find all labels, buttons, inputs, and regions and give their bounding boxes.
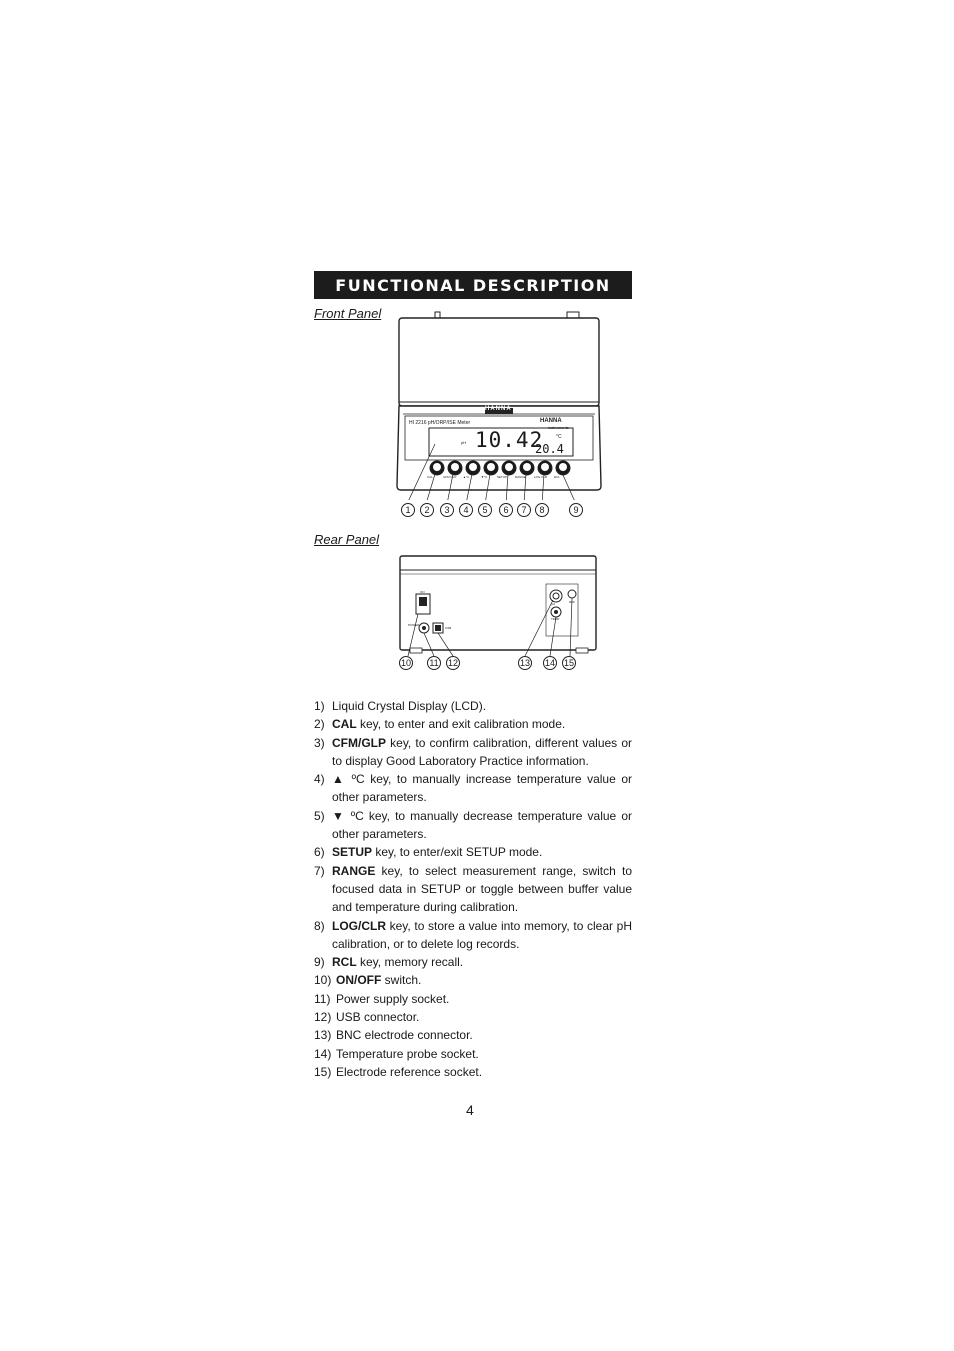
- lcd-main-reading: 10.42: [475, 428, 544, 452]
- callout-12: 12: [447, 658, 458, 668]
- front-panel-label: Front Panel: [314, 306, 382, 321]
- rear-panel-label: Rear Panel: [314, 532, 380, 547]
- callout-1: 1: [401, 503, 415, 517]
- key-up-label: ▲°C: [463, 475, 470, 479]
- list-item: 4) ▲ ºC key, to manually increase temperature value or other parameters.: [314, 772, 632, 805]
- list-item: 10) ON/OFF switch.: [314, 973, 422, 988]
- callout-2: 2: [420, 503, 434, 517]
- key-setup-label: SETUP: [497, 475, 508, 479]
- callout-9: 9: [569, 503, 583, 517]
- callout-11: 11: [427, 656, 441, 670]
- model-label: HI 2216 pH/ORP/ISE Meter: [409, 420, 471, 426]
- power-label: POWER: [408, 623, 420, 627]
- callout-6: 6: [499, 503, 513, 517]
- list-item: 13) BNC electrode connector.: [314, 1028, 473, 1043]
- lcd-temp-reading: 20.4: [535, 442, 564, 456]
- ph-label: pH: [551, 602, 555, 606]
- description-list: [314, 697, 632, 1081]
- section-title: FUNCTIONAL DESCRIPTION: [314, 271, 632, 299]
- list-item: 15) Electrode reference socket.: [314, 1064, 483, 1079]
- lcd-ph-label: pH: [461, 440, 467, 445]
- list-item: 14) Temperature probe socket.: [314, 1046, 479, 1061]
- lcd-temp-unit: °C: [556, 434, 562, 440]
- callout-15: 15: [563, 658, 574, 668]
- callout-5: 5: [478, 503, 492, 517]
- list-item: 6) SETUP key, to enter/exit SETUP mode.: [314, 845, 543, 860]
- rear-panel-illustration: [396, 552, 606, 662]
- list-item: 9) RCL key, memory recall.: [314, 955, 464, 970]
- brand-sub: instruments: [548, 425, 569, 430]
- key-range-label: RANGE: [515, 475, 526, 479]
- page-number: 4: [466, 1102, 474, 1118]
- callout-4: 4: [459, 503, 473, 517]
- list-item: 11) Power supply socket.: [314, 991, 450, 1006]
- key-rcl-label: RCL: [554, 475, 561, 479]
- brand-logo: HANNA: [540, 418, 562, 424]
- list-item: 1) Liquid Crystal Display (LCD).: [314, 699, 487, 713]
- callout-8: 8: [535, 503, 549, 517]
- front-panel-illustration: [395, 308, 605, 500]
- list-item: 2) CAL key, to enter and exit calibration mode.: [314, 717, 566, 732]
- callout-3: 3: [440, 503, 454, 517]
- key-down-label: ▼°C: [481, 475, 488, 479]
- list-item: 12) USB connector.: [314, 1010, 420, 1025]
- callout-14: 14: [544, 658, 555, 668]
- key-log-label: LOG CLR: [534, 475, 548, 479]
- list-item: 8) LOG/CLR key, to store a value into memory, to clear pH calibration, or to delete log records.: [314, 918, 632, 951]
- key-cfm-label: CFM GLP: [443, 475, 457, 479]
- callout-7: 7: [517, 503, 531, 517]
- callout-10: 10: [400, 658, 411, 668]
- list-item: 5) ▼ ºC key, to manually decrease temperature value or other parameters.: [314, 808, 632, 842]
- switch-label: ON: [420, 590, 425, 594]
- list-item: 3) CFM/GLP key, to confirm calibration, different values or to display Good Laboratory Practice information.: [314, 735, 632, 768]
- brand-top: HANNA: [485, 406, 512, 412]
- key-cal-label: CAL: [427, 475, 433, 479]
- temp-label: TEMP: [551, 617, 560, 621]
- ref-label: REF: [569, 600, 575, 604]
- list-item: 7) RANGE key, to select measurement range, switch to focused data in SETUP or toggle between buffer value and temperature during calibration.: [314, 863, 632, 915]
- callout-13: 13: [519, 658, 530, 668]
- usb-label: USB: [445, 626, 452, 630]
